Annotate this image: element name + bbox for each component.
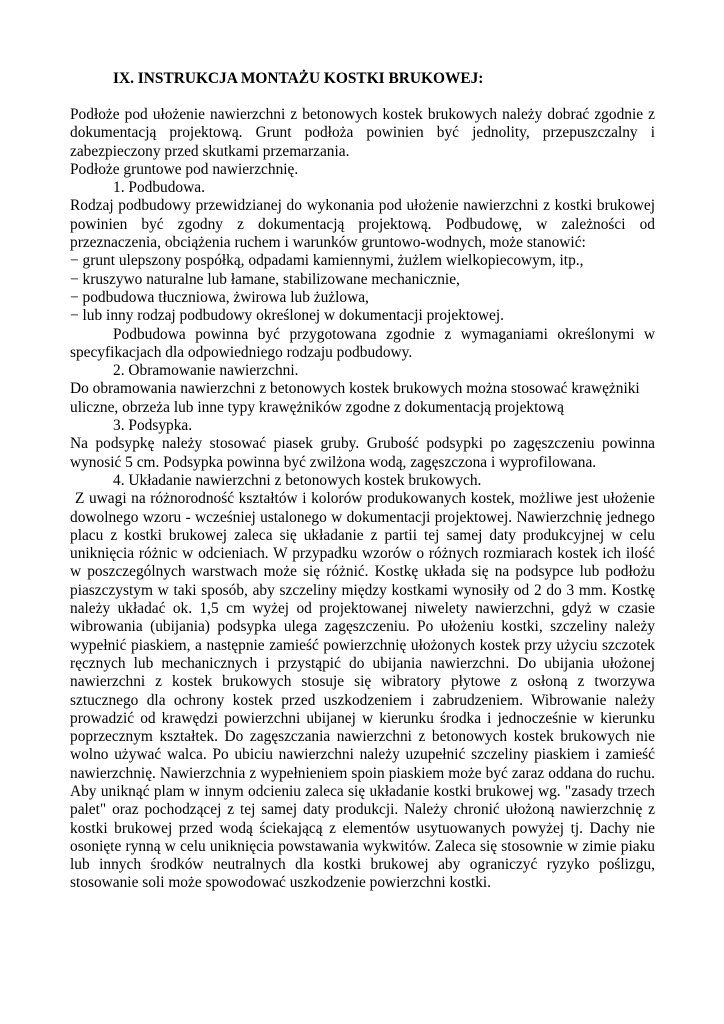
section-1-list-item: − lub inny rodzaj podbudowy określonej w dokumentacji projektowej. bbox=[70, 307, 504, 325]
section-3-title: 3. Podsypka. bbox=[113, 417, 193, 435]
section-1-list-item: − grunt ulepszony pospółką, odpadami kamiennymi, żużlem wielkopiecowym, itp., bbox=[70, 252, 584, 270]
section-1-list-item: − podbudowa tłuczniowa, żwirowa lub żużlowa, bbox=[70, 288, 369, 306]
section-4-title: 4. Układanie nawierzchni z betonowych kostek brukowych. bbox=[113, 471, 482, 489]
section-4-text: Z uwagi na różnorodność kształtów i kolorów produkowanych kostek, możliwe jest ułożenie dowolnego wzoru - wcześniej ustalonego w dokumentacji projektowej. Nawierzchnię jednego placu z kostki brukowej zaleca się układanie z partii tej samej daty produkcyjnej w celu uniknięcia różnic w odcieniach. W przypadku wzorów o różnych rozmiarach kostek ich ilość w poszczególnych warstwach może się różnić. Kostkę układa się na podsypce lub podłożu piaszczystym w taki sposób, aby szczeliny między kostkami wynosiły od 2 do 3 mm. Kostkę należy układać ok. 1,5 cm wyżej od projektowanej niwelety nawierzchni, gdyż w czasie wibrowania (ubijania) podsypka ulega zagęszczeniu. Po ułożeniu kostki, szczeliny należy wypełnić piaskiem, a następnie zamieść powierzchnię ułożonych kostek przy użyciu szczotek ręcznych lub mechanicznych i przystąpić do ubijania nawierzchni. Do ubijania ułożonej nawierzchni z kostek brukowych stosuje się wibratory płytowe z osłoną z tworzywa sztucznego dla ochrony kostek przed uszkodzeniem i zabrudzeniem. Wibrowanie należy prowadzić od krawędzi powierzchni ubijanej w kierunku środka i jednocześnie w kierunku poprzecznym kształtek. Do zagęszczania nawierzchni z betonowych kostek brukowych nie wolno używać walca. Po ubiciu nawierzchni należy uzupełnić szczeliny piaskiem i zamieść nawierzchnię. Nawierzchnia z wypełnieniem spoin piaskiem może być zaraz oddana do ruchu. Aby uniknąć plam w innym odcieniu zaleca się układanie kostki brukowej wg. "zasady trzech palet" oraz pochodzącej z tej samej daty produkcji. Należy chronić ułożoną nawierzchnię z kostki brukowej przed wodą ściekającą z elementów usytuowanych powyżej tj. Dachy nie osonięte rynną w celu uniknięcia powstawania wykwitów. Zaleca się stosownie w zimie piaku lub innych środków neutralnych dla kostki brukowej aby ograniczyć ryzyko poślizgu, stosowanie soli może spowodować uszkodzenie powierzchni kostki. bbox=[70, 490, 655, 892]
section-2-title: 2. Obramowanie nawierzchni. bbox=[113, 362, 299, 380]
section-2-text: Do obramowania nawierzchni z betonowych kostek brukowych można stosować krawężniki uliczne, obrzeża lub inne typy krawężników zgodne z dokumentacją projektową bbox=[70, 380, 640, 416]
document-body bbox=[70, 106, 655, 893]
page-title: IX. INSTRUKCJA MONTAŻU KOSTKI BRUKOWEJ: bbox=[113, 70, 484, 87]
section-1-text: Rodzaj podbudowy przewidzianej do wykonania pod ułożenie nawierzchni z kostki brukowej powinien być zgodny z dokumentacją projektową. Podbudowę, w zależności od przeznaczenia, obciążenia ruchem i warunków gruntowo-wodnych, może stanowić: bbox=[70, 197, 655, 252]
intro-subtitle: Podłoże gruntowe pod nawierzchnię. bbox=[70, 160, 299, 178]
intro-paragraph: Podłoże pod ułożenie nawierzchni z betonowych kostek brukowych należy dobrać zgodnie z dokumentacją projektową. Grunt podłoża powinien być jednolity, przepuszczalny i zabezpieczony przed skutkami przemarzania. bbox=[70, 106, 655, 160]
section-1-title: 1. Podbudowa. bbox=[113, 179, 205, 197]
section-3-text: Na podsypkę należy stosować piasek gruby. Grubość podsypki po zagęszczeniu powinna wynosić 5 cm. Podsypka powinna być zwilżona wodą, zagęszczona i wyprofilowana. bbox=[70, 435, 655, 471]
section-1-list-item: − kruszywo naturalne lub łamane, stabilizowane mechanicznie, bbox=[70, 270, 460, 288]
section-1-closing: Podbudowa powinna być przygotowana zgodnie z wymaganiami określonymi w specyfikacjach dla odpowiedniego rodzaju podbudowy. bbox=[70, 325, 655, 361]
